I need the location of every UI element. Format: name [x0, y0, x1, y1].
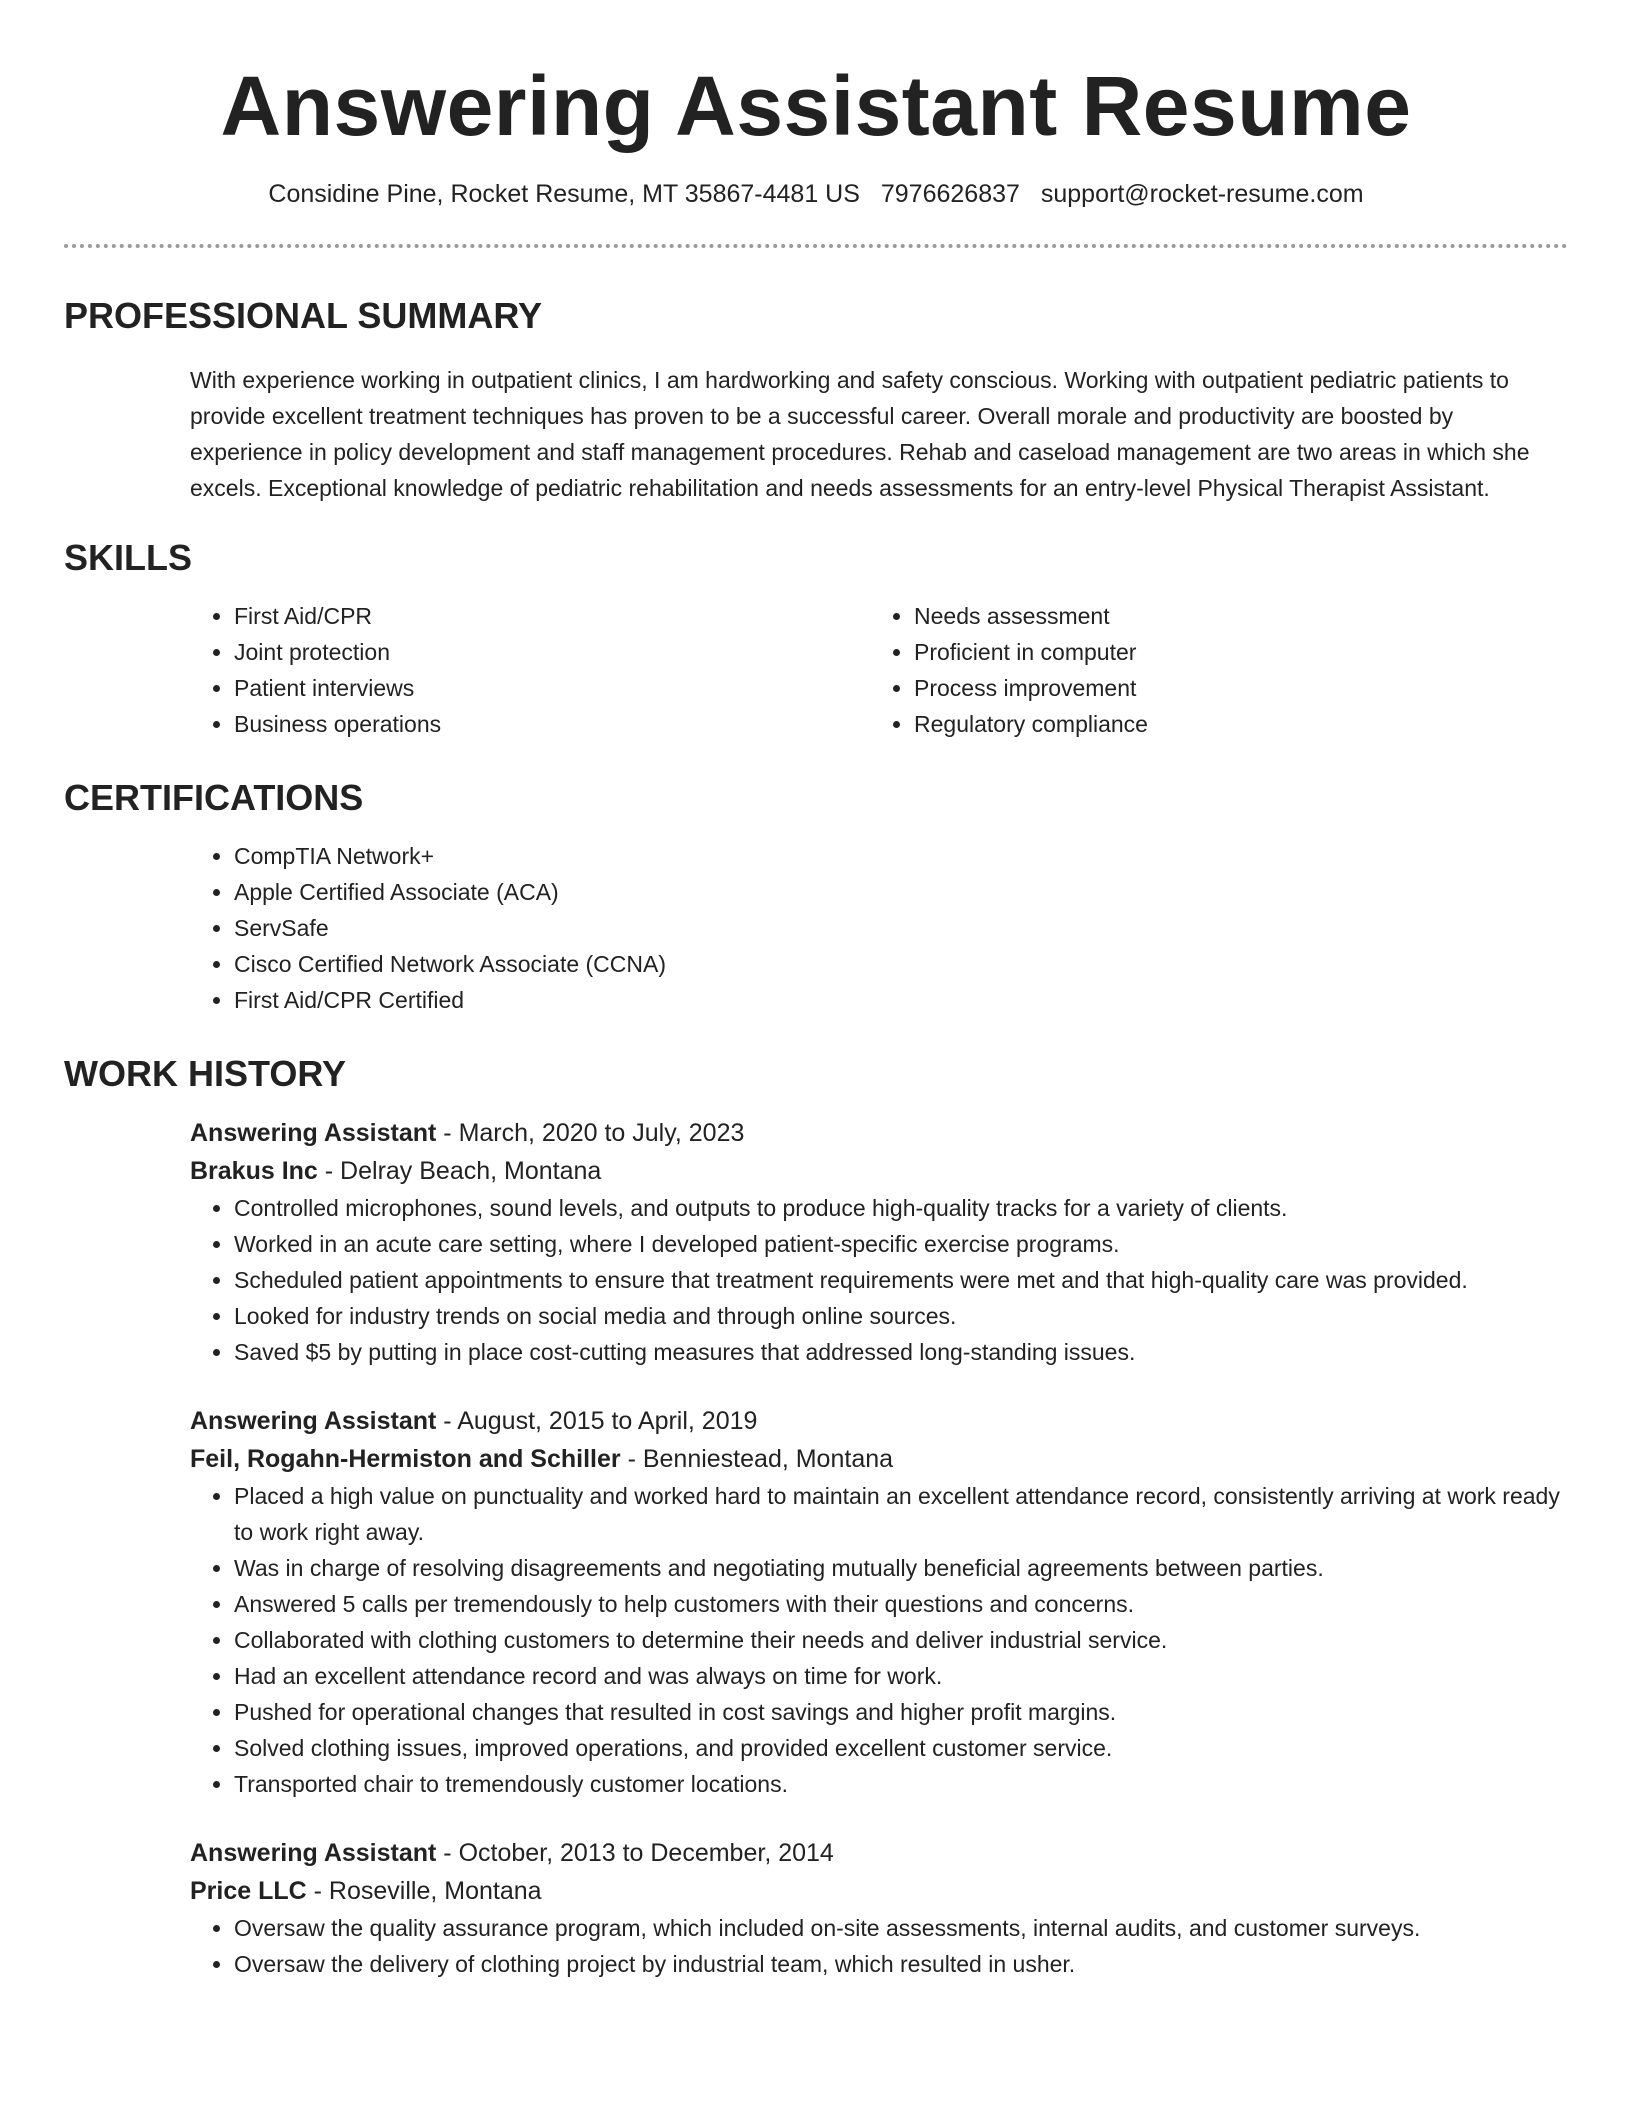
job-bullet: • Oversaw the delivery of clothing project by industrial team, which resulted in usher. — [234, 1946, 1568, 1982]
summary-heading: PROFESSIONAL SUMMARY — [64, 295, 543, 336]
certification-item: • CompTIA Network+ — [234, 838, 1568, 874]
skill-item: • Proficient in computer — [914, 634, 1550, 670]
job-bullet: • Oversaw the quality assurance program, which included on-site assessments, internal audits, and customer surveys. — [234, 1910, 1568, 1946]
skill-item: • Business operations — [234, 706, 870, 742]
summary-section — [64, 294, 1568, 506]
job-entry — [190, 1402, 1568, 1802]
skills-right-column — [870, 598, 1550, 742]
job-location: - Roseville, Montana — [306, 1877, 542, 1905]
skill-item: • Needs assessment — [914, 598, 1550, 634]
job-entry — [190, 1114, 1568, 1370]
contact-info — [64, 178, 1568, 210]
job-company: Price LLC — [190, 1877, 307, 1905]
contact-address: Considine Pine, Rocket Resume, MT 35867-4481 US — [268, 180, 860, 208]
certification-item: • First Aid/CPR Certified — [234, 982, 1568, 1018]
certification-item: • Cisco Certified Network Associate (CCNA) — [234, 946, 1568, 982]
job-bullet: • Worked in an acute care setting, where I developed patient-specific exercise programs. — [234, 1226, 1568, 1262]
job-company-line — [190, 1440, 1568, 1478]
job-bullets — [190, 1190, 1568, 1370]
skill-item: • Process improvement — [914, 670, 1550, 706]
job-title: Answering Assistant — [190, 1407, 437, 1435]
skill-item: • First Aid/CPR — [234, 598, 870, 634]
skills-left-column — [190, 598, 870, 742]
job-title: Answering Assistant — [190, 1839, 437, 1867]
job-entry — [190, 1834, 1568, 1982]
certification-item: • Apple Certified Associate (ACA) — [234, 874, 1568, 910]
skills-heading: SKILLS — [64, 537, 193, 578]
job-bullet: • Scheduled patient appointments to ensure that treatment requirements were met and that high-quality care was provided. — [234, 1262, 1568, 1298]
job-dates: - October, 2013 to December, 2014 — [436, 1839, 834, 1867]
skills-section — [64, 536, 1568, 742]
certifications-body — [190, 838, 1568, 1018]
job-company: Brakus Inc — [190, 1157, 318, 1185]
job-location: - Benniestead, Montana — [620, 1445, 894, 1473]
job-bullet: • Collaborated with clothing customers to determine their needs and deliver industrial service. — [234, 1622, 1568, 1658]
skill-item: • Regulatory compliance — [914, 706, 1550, 742]
job-bullet: • Placed a high value on punctuality and worked hard to maintain an excellent attendance record, consistently arriving at work ready to work right away. — [234, 1478, 1568, 1550]
certifications-section — [64, 776, 1568, 1018]
job-dates: - August, 2015 to April, 2019 — [436, 1407, 758, 1435]
skills-columns — [190, 598, 1568, 742]
job-company-line — [190, 1872, 1568, 1910]
resume-page — [64, 0, 1568, 1982]
job-bullet: • Solved clothing issues, improved operations, and provided excellent customer service. — [234, 1730, 1568, 1766]
header-divider — [64, 244, 1568, 248]
certification-item: • ServSafe — [234, 910, 1568, 946]
contact-phone: 7976626837 — [880, 180, 1020, 208]
skills-left-list — [190, 598, 870, 742]
skills-right-list — [870, 598, 1550, 742]
summary-text: With experience working in outpatient clinics, I am hardworking and safety conscious. Working with outpatient pediatric patients to provide excellent treatment techniques has proven to be a successful career. Overall morale and productivity are boosted by experience in policy development and staff management procedures. Rehab and caseload management are two areas in which she excels. Exceptional knowledge of pediatric rehabilitation and needs assessments for an entry-level Physical Therapist Assistant. — [190, 367, 1530, 501]
skill-item: • Joint protection — [234, 634, 870, 670]
contact-email: support@rocket-resume.com — [1040, 180, 1364, 208]
job-bullet: • Pushed for operational changes that resulted in cost savings and higher profit margins. — [234, 1694, 1568, 1730]
job-bullet: • Saved $5 by putting in place cost-cutting measures that addressed long-standing issues. — [234, 1334, 1568, 1370]
job-bullets — [190, 1478, 1568, 1802]
job-dates: - March, 2020 to July, 2023 — [436, 1119, 745, 1147]
job-bullet: • Was in charge of resolving disagreements and negotiating mutually beneficial agreements between parties. — [234, 1550, 1568, 1586]
job-bullet: • Looked for industry trends on social media and through online sources. — [234, 1298, 1568, 1334]
certifications-heading: CERTIFICATIONS — [64, 777, 364, 818]
job-company-line — [190, 1152, 1568, 1190]
job-bullet: • Transported chair to tremendously customer locations. — [234, 1766, 1568, 1802]
work-history-heading: WORK HISTORY — [64, 1053, 347, 1094]
job-bullets — [190, 1910, 1568, 1982]
job-title-line — [190, 1834, 1568, 1872]
certifications-list — [190, 838, 1568, 1018]
skill-item: • Patient interviews — [234, 670, 870, 706]
job-company: Feil, Rogahn-Hermiston and Schiller — [190, 1445, 621, 1473]
job-bullet: • Answered 5 calls per tremendously to help customers with their questions and concerns. — [234, 1586, 1568, 1622]
job-bullet: • Had an excellent attendance record and was always on time for work. — [234, 1658, 1568, 1694]
resume-title: Answering Assistant Resume — [220, 59, 1412, 153]
work-history-section — [64, 1052, 1568, 1982]
job-title-line — [190, 1114, 1568, 1152]
job-title-line — [190, 1402, 1568, 1440]
job-title: Answering Assistant — [190, 1119, 437, 1147]
job-location: - Delray Beach, Montana — [317, 1157, 602, 1185]
job-bullet: • Controlled microphones, sound levels, and outputs to produce high-quality tracks for a variety of clients. — [234, 1190, 1568, 1226]
